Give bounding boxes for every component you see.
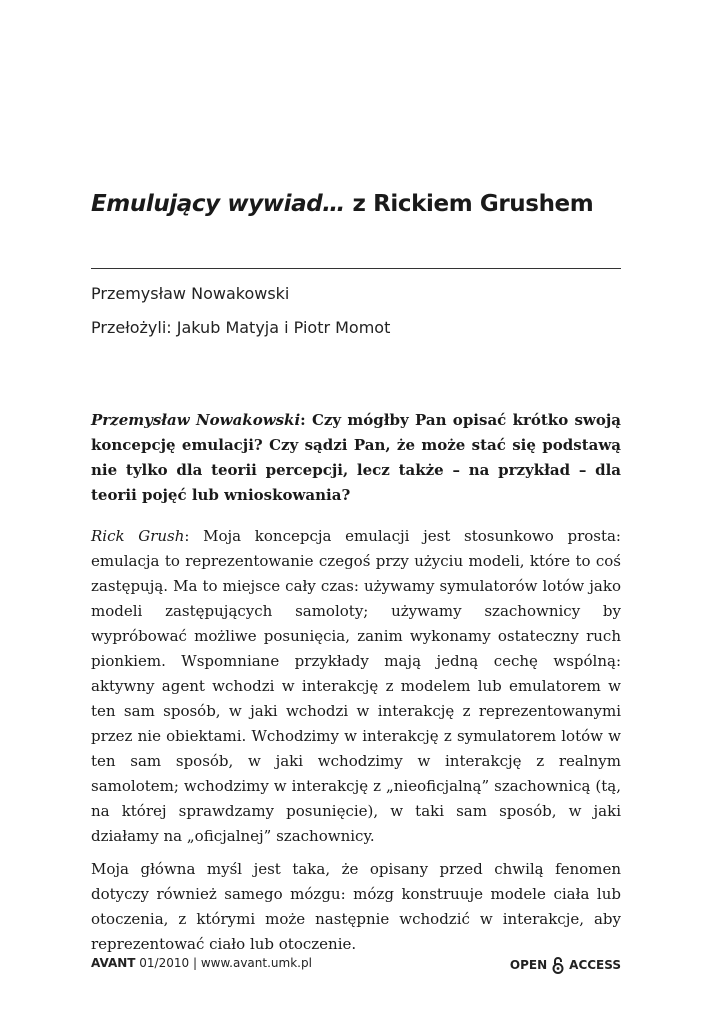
title-italic-part: Emulujący wywiad… <box>91 191 345 217</box>
translators-line: Przełożyli: Jakub Matyja i Piotr Momot <box>91 318 391 337</box>
author-name: Przemysław Nowakowski <box>91 284 290 303</box>
answer-speaker: Rick Grush <box>91 527 185 545</box>
page-footer <box>91 956 621 974</box>
answer-text: : Moja koncepcja emulacji jest stosunkowo prosta: emulacja to reprezentowanie czegoś przy użyciu modeli, które to coś zastępują. Ma to miejsce cały czas: używamy symulatorów lotów jako modeli zastępujących samoloty; używamy szachownicy by wypróbować możliwe posunięcia, zanim wykonamy ostateczny ruch pionkiem. Wspomniane przykłady mają jedną cechę wspólną: aktywny agent wchodzi w interakcję z modelem lub emulatorem w ten sam sposób, w jaki wchodzi w interakcję z reprezentowanymi przez nie obiektami. Wchodzimy w interakcję z symulatorem lotów w ten sam sposób, w jaki wchodzimy w interakcję z realnym samolotem; wchodzimy w interakcję z „nieoficjalną” szachownicą (tą, na której sprawdzamy posunięcie), w taki sam sposób, w jaki działamy na „oficjalnej” szachownicy. <box>91 527 621 845</box>
open-access-left-label: OPEN <box>509 958 548 972</box>
journal-name: AVANT <box>91 956 136 970</box>
article-title <box>91 191 631 217</box>
question-speaker: Przemysław Nowakowski <box>91 411 301 429</box>
open-access-right-label: ACCESS <box>569 958 621 972</box>
answer-paragraph-2: Moja główna myśl jest taka, że opisany przed chwilą fenomen dotyczy również samego mózgu: mózg konstruuje modele ciała lub otoczenia, z którymi może następnie wchodzić w interakcje, aby reprezentować ciało lub otoczenie. <box>91 860 621 953</box>
title-rest: z Rickiem Grushem <box>344 191 594 217</box>
interview-question <box>91 408 621 508</box>
journal-issue: 01/2010 <box>135 956 190 970</box>
footer-separator: | <box>189 956 201 970</box>
title-divider <box>91 268 621 269</box>
question-text: : Czy mógłby Pan opisać krótko swoją koncepcję emulacji? Czy sądzi Pan, że może stać się podstawą nie tylko dla teorii percepcji, lecz także – na przykład – dla teorii pojęć lub wnioskowania? <box>91 411 621 504</box>
article-body <box>91 408 621 957</box>
interview-answer <box>91 524 621 849</box>
journal-url[interactable]: www.avant.umk.pl <box>200 956 312 970</box>
open-access-lock-icon <box>552 956 564 974</box>
footer-citation <box>91 956 312 970</box>
open-access-badge <box>510 956 621 974</box>
